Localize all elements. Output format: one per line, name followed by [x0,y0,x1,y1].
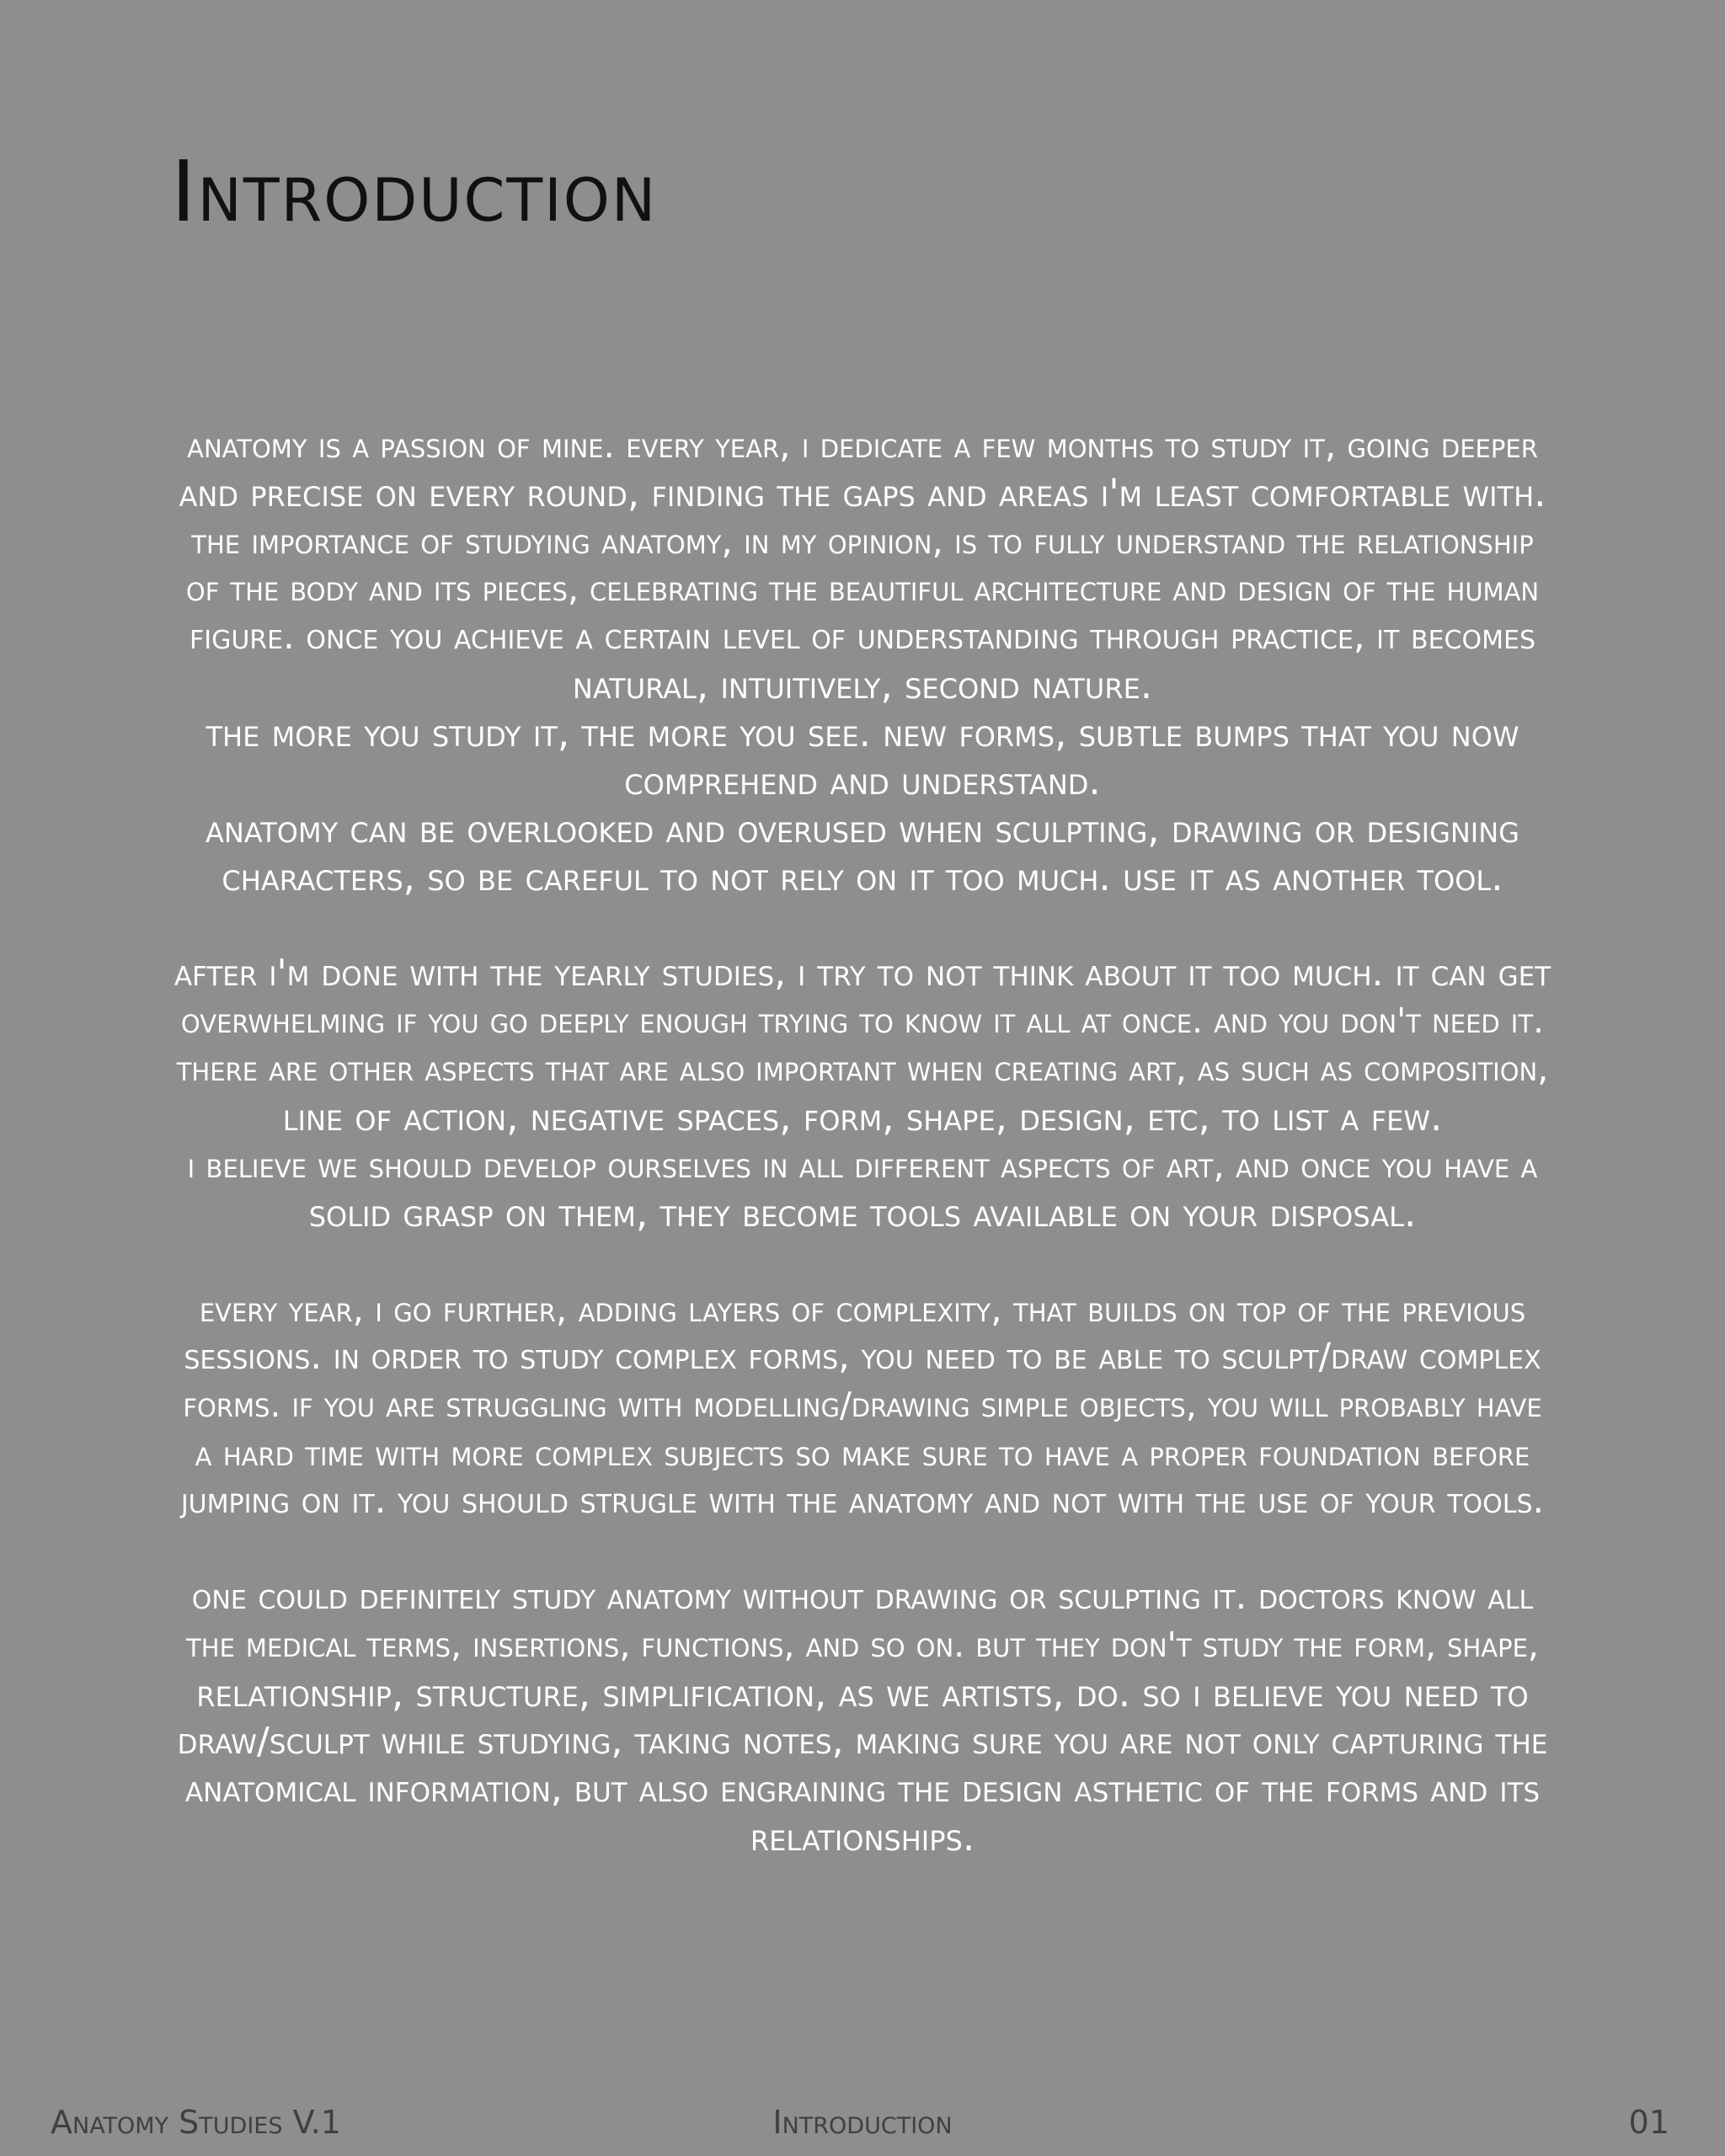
body-line: line of action, negative spaces, form, shape, design, etc, to list a few. [282,1095,1443,1139]
body-line: draw/sculpt while studying, taking notes, making sure you are not only capturing the [177,1720,1548,1763]
body-line: figure. once you achieve a certain level of understanding through practice, it becomes [189,616,1536,658]
body-line: one could definitely study anatomy without drawing or sculpting it. doctors know all [191,1576,1534,1618]
body-line: every year, i go further, adding layers of complexity, that builds on top of the previous [199,1289,1526,1330]
paragraph-break [168,1237,1557,1285]
page-title: Introduction [171,142,658,241]
body-line: comprehend and understand. [624,759,1101,803]
body-line: and precise on every round, finding the gaps and areas i'm least comfortable with. [179,471,1546,515]
body-line: jumping on it. you should strugle with the anatomy and not with the use of your tools. [180,1480,1545,1522]
body-line: anatomy is a passion of mine. every year, i dedicate a few months to study it, going deeper [187,424,1538,466]
body-line: solid grasp on them, they become tools available on your disposal. [308,1191,1417,1235]
body-line: overwhelming if you go deeply enough trying to know it all at once. and you don't need it. [180,1001,1545,1041]
footer-section-title: Introduction [772,2104,953,2141]
body-line: forms. if you are struggling with modelling/drawing simple objects, you will probably have [183,1385,1542,1425]
body-line: relationship, structure, simplification, as we artists, do. so i believe you need to [196,1671,1529,1716]
body-line: anatomy can be overlooked and overused when sculpting, drawing or designing [206,807,1519,851]
body-line: anatomical information, but also engraining the design asthetic of the forms and its [184,1768,1541,1811]
body-line: after i'm done with the yearly studies, i try to not think about it too much. it can get [174,952,1551,995]
body-line: sessions. in order to study complex forms, you need to be able to sculpt/draw complex [184,1336,1541,1378]
body-line: a hard time with more complex subjects so make sure to have a proper foundation before [195,1433,1530,1474]
body-line: the medical terms, insertions, functions, and so on. but they don't study the form, shape, [186,1625,1539,1665]
body-line: characters, so be careful to not rely on it too much. use it as another tool. [222,855,1503,899]
body-line: of the body and its pieces, celebrating the beautiful architecture and design of the human [185,568,1540,609]
footer-book-title: Anatomy Studies V.1 [51,2104,341,2141]
body-line: the importance of studying anatomy, in my opinion, is to fully understand the relationship [191,520,1534,562]
paragraph-break [168,901,1557,949]
body-line: relationships. [750,1815,975,1860]
body-line: i believe we should develop ourselves in all different aspects of art, and once you have a [187,1145,1538,1186]
body-line: there are other aspects that are also important when creating art, as such as composition, [176,1049,1549,1089]
body-text [168,421,1557,1861]
footer-page-number: 01 [1628,2104,1669,2141]
body-line: natural, intuitively, second nature. [572,663,1153,707]
paragraph-break [168,1525,1557,1573]
body-line: the more you study it, the more you see. new forms, subtle bumps that you now [206,711,1519,755]
